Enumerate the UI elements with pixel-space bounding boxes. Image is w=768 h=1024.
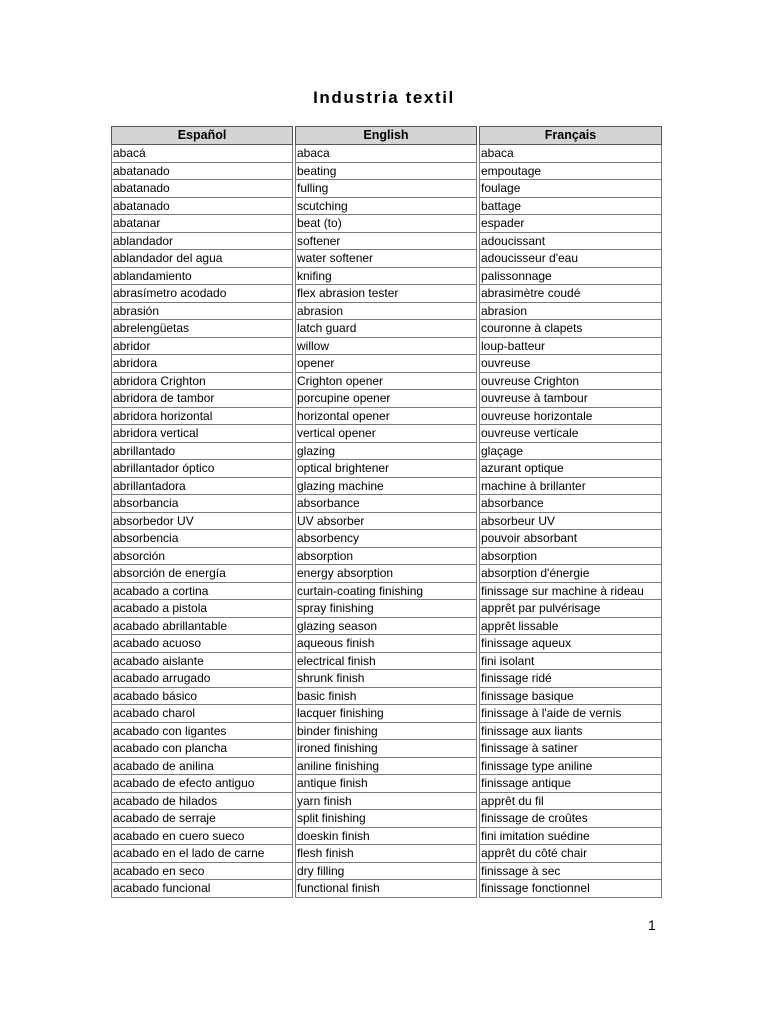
- table-row: [111, 600, 662, 618]
- cell-spanish: abrillantador óptico: [111, 460, 293, 478]
- cell-french: finissage fonctionnel: [479, 880, 662, 898]
- cell-french: empoutage: [479, 163, 662, 181]
- table-row: [111, 845, 662, 863]
- cell-spanish: ablandador: [111, 233, 293, 251]
- cell-french: finissage aux liants: [479, 723, 662, 741]
- cell-spanish: acabado acuoso: [111, 635, 293, 653]
- table-row: [111, 530, 662, 548]
- cell-english: UV absorber: [295, 513, 477, 531]
- cell-french: finissage de croûtes: [479, 810, 662, 828]
- cell-english: split finishing: [295, 810, 477, 828]
- cell-english: abrasion: [295, 303, 477, 321]
- table-row: [111, 320, 662, 338]
- table-row: [111, 635, 662, 653]
- cell-english: beat (to): [295, 215, 477, 233]
- cell-english: vertical opener: [295, 425, 477, 443]
- cell-spanish: acabado aislante: [111, 653, 293, 671]
- cell-french: finissage à sec: [479, 863, 662, 881]
- table-row: [111, 670, 662, 688]
- table-row: [111, 443, 662, 461]
- cell-french: absorbeur UV: [479, 513, 662, 531]
- cell-french: couronne à clapets: [479, 320, 662, 338]
- cell-spanish: abacá: [111, 145, 293, 163]
- cell-spanish: acabado básico: [111, 688, 293, 706]
- cell-english: abaca: [295, 145, 477, 163]
- table-row: [111, 373, 662, 391]
- table-row: [111, 688, 662, 706]
- cell-french: absorbance: [479, 495, 662, 513]
- cell-spanish: abatanado: [111, 198, 293, 216]
- cell-french: foulage: [479, 180, 662, 198]
- cell-english: glazing machine: [295, 478, 477, 496]
- cell-spanish: acabado a cortina: [111, 583, 293, 601]
- table-row: [111, 495, 662, 513]
- cell-english: optical brightener: [295, 460, 477, 478]
- table-row: [111, 513, 662, 531]
- glossary-body: [111, 145, 662, 898]
- cell-french: glaçage: [479, 443, 662, 461]
- cell-french: abrasion: [479, 303, 662, 321]
- cell-english: scutching: [295, 198, 477, 216]
- cell-spanish: abatanado: [111, 163, 293, 181]
- cell-spanish: abrasímetro acodado: [111, 285, 293, 303]
- cell-spanish: abrelengüetas: [111, 320, 293, 338]
- cell-english: electrical finish: [295, 653, 477, 671]
- cell-english: willow: [295, 338, 477, 356]
- cell-french: apprêt par pulvérisage: [479, 600, 662, 618]
- cell-spanish: acabado en cuero sueco: [111, 828, 293, 846]
- cell-spanish: absorción de energía: [111, 565, 293, 583]
- page-number: 1: [648, 917, 656, 933]
- cell-french: pouvoir absorbant: [479, 530, 662, 548]
- cell-english: spray finishing: [295, 600, 477, 618]
- cell-french: ouvreuse horizontale: [479, 408, 662, 426]
- table-row: [111, 180, 662, 198]
- cell-french: apprêt du côté chair: [479, 845, 662, 863]
- cell-french: espader: [479, 215, 662, 233]
- cell-spanish: ablandador del agua: [111, 250, 293, 268]
- cell-french: finissage ridé: [479, 670, 662, 688]
- cell-spanish: acabado en seco: [111, 863, 293, 881]
- glossary-table: [109, 126, 664, 898]
- cell-spanish: abrillantadora: [111, 478, 293, 496]
- cell-french: azurant optique: [479, 460, 662, 478]
- cell-english: knifing: [295, 268, 477, 286]
- cell-french: apprêt lissable: [479, 618, 662, 636]
- cell-english: opener: [295, 355, 477, 373]
- cell-spanish: acabado de serraje: [111, 810, 293, 828]
- cell-french: ouvreuse: [479, 355, 662, 373]
- cell-french: loup-batteur: [479, 338, 662, 356]
- cell-english: aqueous finish: [295, 635, 477, 653]
- cell-english: softener: [295, 233, 477, 251]
- column-header-french: Français: [479, 126, 662, 145]
- cell-french: finissage sur machine à rideau: [479, 583, 662, 601]
- cell-spanish: acabado charol: [111, 705, 293, 723]
- cell-spanish: acabado de efecto antiguo: [111, 775, 293, 793]
- cell-french: fini imitation suédine: [479, 828, 662, 846]
- cell-english: flesh finish: [295, 845, 477, 863]
- table-row: [111, 793, 662, 811]
- cell-french: palissonnage: [479, 268, 662, 286]
- cell-spanish: acabado en el lado de carne: [111, 845, 293, 863]
- cell-spanish: abridora Crighton: [111, 373, 293, 391]
- cell-english: absorbency: [295, 530, 477, 548]
- table-row: [111, 863, 662, 881]
- table-row: [111, 250, 662, 268]
- column-header-spanish: Español: [111, 126, 293, 145]
- cell-spanish: abridora horizontal: [111, 408, 293, 426]
- table-row: [111, 705, 662, 723]
- page-title: Industria textil: [313, 88, 455, 107]
- cell-spanish: abridor: [111, 338, 293, 356]
- table-row: [111, 233, 662, 251]
- table-row: [111, 303, 662, 321]
- table-row: [111, 460, 662, 478]
- column-header-english: English: [295, 126, 477, 145]
- cell-french: abrasimètre coudé: [479, 285, 662, 303]
- cell-english: ironed finishing: [295, 740, 477, 758]
- cell-french: absorption d'énergie: [479, 565, 662, 583]
- table-header-row: [111, 126, 662, 145]
- cell-french: adoucisseur d'eau: [479, 250, 662, 268]
- table-row: [111, 145, 662, 163]
- cell-french: ouvreuse Crighton: [479, 373, 662, 391]
- cell-french: battage: [479, 198, 662, 216]
- cell-spanish: acabado de hilados: [111, 793, 293, 811]
- cell-english: glazing season: [295, 618, 477, 636]
- table-row: [111, 583, 662, 601]
- cell-spanish: acabado con ligantes: [111, 723, 293, 741]
- cell-spanish: abridora de tambor: [111, 390, 293, 408]
- cell-english: binder finishing: [295, 723, 477, 741]
- table-row: [111, 425, 662, 443]
- table-row: [111, 740, 662, 758]
- cell-english: porcupine opener: [295, 390, 477, 408]
- cell-english: shrunk finish: [295, 670, 477, 688]
- cell-spanish: acabado arrugado: [111, 670, 293, 688]
- cell-english: absorbance: [295, 495, 477, 513]
- cell-french: finissage antique: [479, 775, 662, 793]
- cell-spanish: abrillantado: [111, 443, 293, 461]
- cell-french: finissage aqueux: [479, 635, 662, 653]
- cell-english: glazing: [295, 443, 477, 461]
- cell-french: fini isolant: [479, 653, 662, 671]
- cell-english: lacquer finishing: [295, 705, 477, 723]
- table-row: [111, 215, 662, 233]
- cell-english: energy absorption: [295, 565, 477, 583]
- cell-french: abaca: [479, 145, 662, 163]
- cell-spanish: absorbencia: [111, 530, 293, 548]
- cell-french: absorption: [479, 548, 662, 566]
- cell-english: absorption: [295, 548, 477, 566]
- cell-spanish: acabado a pistola: [111, 600, 293, 618]
- cell-spanish: abrasión: [111, 303, 293, 321]
- cell-english: dry filling: [295, 863, 477, 881]
- cell-english: Crighton opener: [295, 373, 477, 391]
- table-row: [111, 810, 662, 828]
- cell-french: finissage basique: [479, 688, 662, 706]
- cell-french: finissage à l'aide de vernis: [479, 705, 662, 723]
- table-row: [111, 163, 662, 181]
- cell-spanish: abridora: [111, 355, 293, 373]
- cell-spanish: ablandamiento: [111, 268, 293, 286]
- table-row: [111, 565, 662, 583]
- cell-english: functional finish: [295, 880, 477, 898]
- cell-english: beating: [295, 163, 477, 181]
- table-row: [111, 338, 662, 356]
- cell-spanish: acabado de anilina: [111, 758, 293, 776]
- cell-spanish: absorbancia: [111, 495, 293, 513]
- cell-french: machine à brillanter: [479, 478, 662, 496]
- table-row: [111, 408, 662, 426]
- cell-spanish: acabado funcional: [111, 880, 293, 898]
- table-row: [111, 268, 662, 286]
- table-row: [111, 723, 662, 741]
- cell-english: antique finish: [295, 775, 477, 793]
- cell-french: ouvreuse à tambour: [479, 390, 662, 408]
- table-row: [111, 478, 662, 496]
- cell-spanish: abatanado: [111, 180, 293, 198]
- cell-english: basic finish: [295, 688, 477, 706]
- cell-spanish: absorbedor UV: [111, 513, 293, 531]
- table-row: [111, 618, 662, 636]
- cell-spanish: abatanar: [111, 215, 293, 233]
- table-row: [111, 285, 662, 303]
- cell-english: curtain-coating finishing: [295, 583, 477, 601]
- cell-french: finissage à satiner: [479, 740, 662, 758]
- cell-french: adoucissant: [479, 233, 662, 251]
- cell-spanish: abridora vertical: [111, 425, 293, 443]
- cell-french: apprêt du fil: [479, 793, 662, 811]
- table-row: [111, 653, 662, 671]
- cell-english: aniline finishing: [295, 758, 477, 776]
- table-row: [111, 828, 662, 846]
- cell-english: doeskin finish: [295, 828, 477, 846]
- cell-french: ouvreuse verticale: [479, 425, 662, 443]
- cell-english: water softener: [295, 250, 477, 268]
- table-row: [111, 198, 662, 216]
- table-row: [111, 775, 662, 793]
- cell-spanish: absorción: [111, 548, 293, 566]
- table-row: [111, 355, 662, 373]
- table-row: [111, 548, 662, 566]
- cell-english: latch guard: [295, 320, 477, 338]
- cell-english: horizontal opener: [295, 408, 477, 426]
- cell-french: finissage type aniline: [479, 758, 662, 776]
- table-row: [111, 880, 662, 898]
- table-row: [111, 758, 662, 776]
- cell-english: yarn finish: [295, 793, 477, 811]
- cell-spanish: acabado abrillantable: [111, 618, 293, 636]
- table-row: [111, 390, 662, 408]
- cell-english: flex abrasion tester: [295, 285, 477, 303]
- cell-english: fulling: [295, 180, 477, 198]
- cell-spanish: acabado con plancha: [111, 740, 293, 758]
